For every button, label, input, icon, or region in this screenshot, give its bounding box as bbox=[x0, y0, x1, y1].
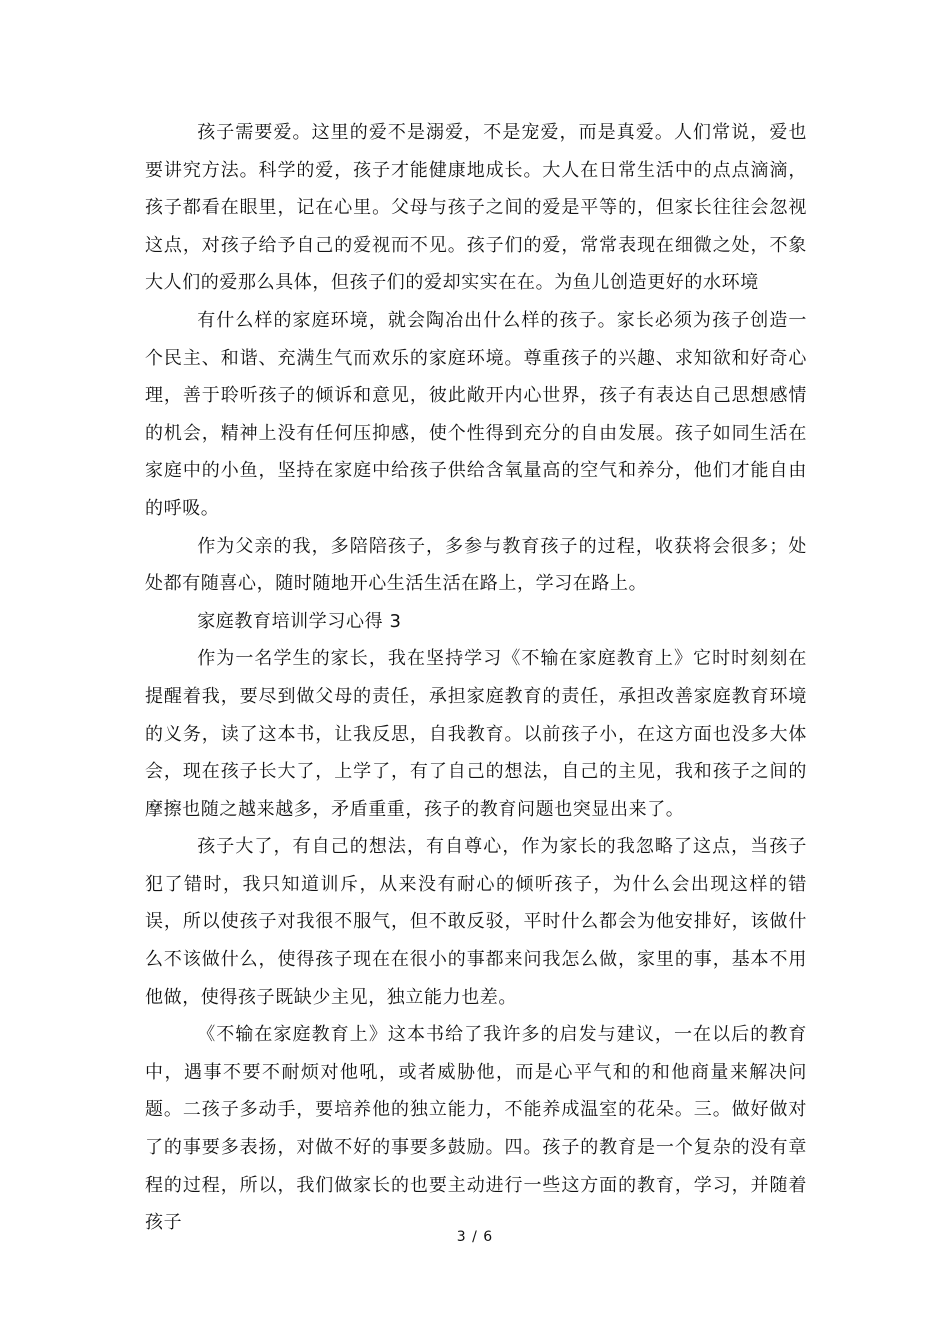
page-number: 3 / 6 bbox=[456, 1229, 494, 1245]
paragraph-father-role: 作为父亲的我，多陪陪孩子，多参与教育孩子的过程，收获将会很多；处处都有随喜心，随时随地开心生活生活在路上，学习在路上。 bbox=[145, 535, 807, 595]
paragraph-love: 孩子需要爱。这里的爱不是溺爱，不是宠爱，而是真爱。人们常说，爱也要讲究方法。科学的爱，孩子才能健康地成长。大人在日常生活中的点点滴滴，孩子都看在眼里，记在心里。父母与孩子之间的爱是平等的，但家长往往会忽视这点，对孩子给予自己的爱视而不见。孩子们的爱，常常表现在细微之处，不象大人们的爱那么具体，但孩子们的爱却实实在在。为鱼儿创造更好的水环境 bbox=[145, 122, 807, 294]
paragraph-parent-study: 作为一名学生的家长，我在坚持学习《不输在家庭教育上》它时时刻刻在提醒着我，要尽到做父母的责任，承担家庭教育的责任，承担改善家庭教育环境的义务，读了这本书，让我反思，自我教育。以前孩子小，在这方面也没多大体会，现在孩子长大了，上学了，有了自己的想法，自己的主见，我和孩子之间的摩擦也随之越来越多，矛盾重重，孩子的教育问题也突显出来了。 bbox=[145, 648, 807, 820]
paragraph-book-advice: 《不输在家庭教育上》这本书给了我许多的启发与建议，一在以后的教育中，遇事不要不耐烦对他吼，或者威胁他，而是心平气和的和他商量来解决问题。二孩子多动手，要培养他的独立能力，不能养成温室的花朵。三。做好做对了的事要多表扬，对做不好的事要多鼓励。四。孩子的教育是一个复杂的没有章程的过程，所以，我们做家长的也要主动进行一些这方面的教育，学习，并随着孩子 bbox=[145, 1024, 807, 1234]
document-body bbox=[145, 114, 807, 1242]
section-heading: 家庭教育培训学习心得 3 bbox=[197, 610, 402, 632]
paragraph-family-environment: 有什么样的家庭环境，就会陶冶出什么样的孩子。家长必须为孩子创造一个民主、和谐、充满生气而欢乐的家庭环境。尊重孩子的兴趣、求知欲和好奇心理，善于聆听孩子的倾诉和意见，彼此敞开内心世界，孩子有表达自己思想感情的机会，精神上没有任何压抑感，使个性得到充分的自由发展。孩子如同生活在家庭中的小鱼，坚持在家庭中给孩子供给含氧量高的空气和养分，他们才能自由的呼吸。 bbox=[145, 309, 807, 519]
paragraph-child-grown: 孩子大了，有自己的想法，有自尊心，作为家长的我忽略了这点，当孩子犯了错时，我只知道训斥，从来没有耐心的倾听孩子，为什么会出现这样的错误，所以使孩子对我很不服气，但不敢反驳，平时什么都会为他安排好，该做什么不该做什么，使得孩子现在在很小的事都来问我怎么做，家里的事，基本不用他做，使得孩子既缺少主见，独立能力也差。 bbox=[145, 836, 807, 1008]
